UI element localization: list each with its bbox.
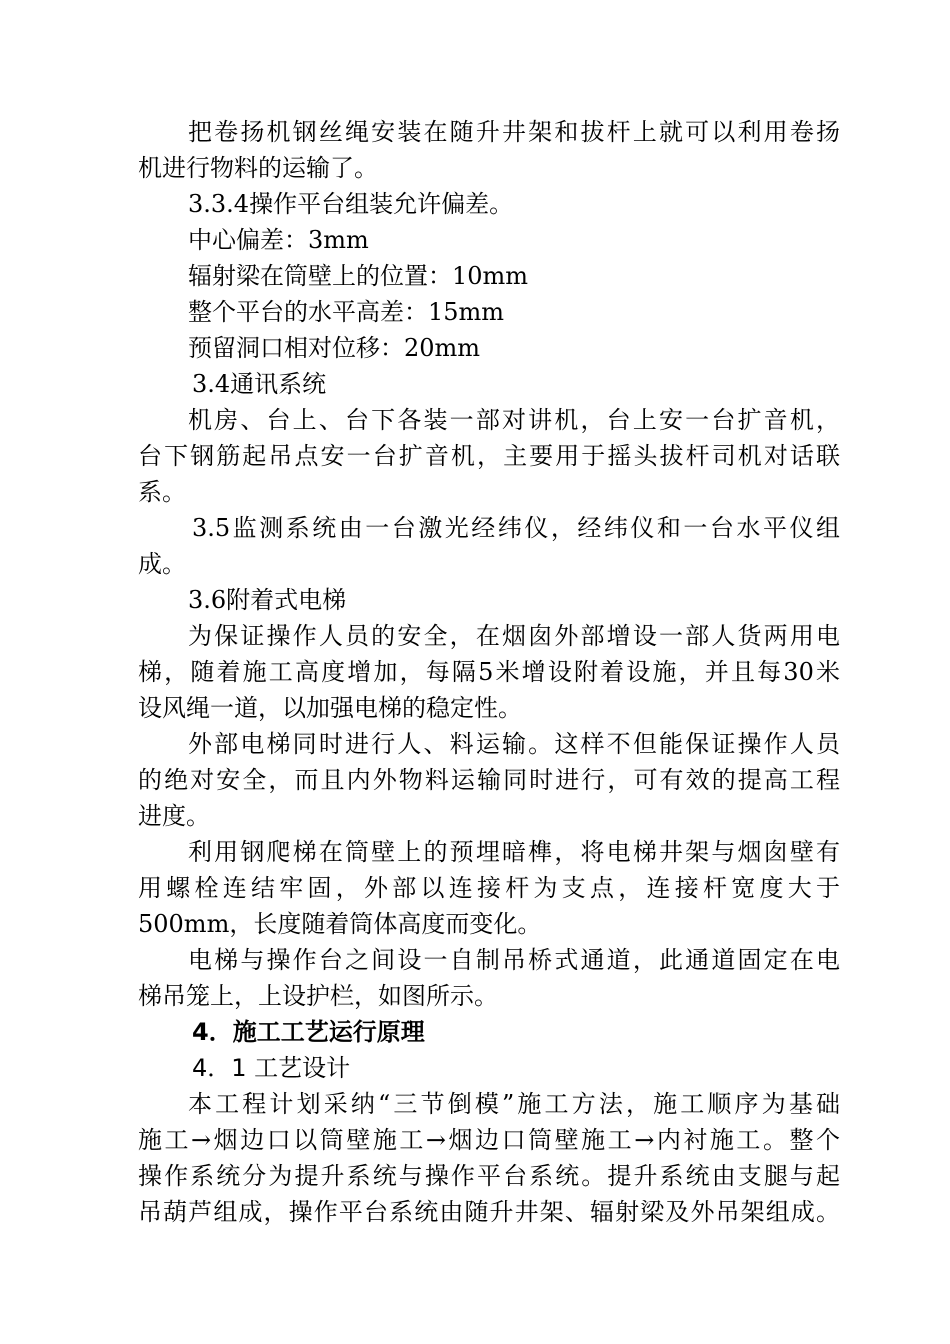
paragraph-line: 施工→烟边口以筒壁施工→烟边口筒壁施工→内衬施工。整个 [138,1126,840,1154]
paragraph-line: 吊葫芦组成，操作平台系统由随升井架、辐射梁及外吊架组成。 [138,1198,840,1226]
paragraph-line: 台下钢筋起吊点安一台扩音机，主要用于摇头拔杆司机对话联 [138,442,840,470]
paragraph-line: 梯，随着施工高度增加，每隔5米增设附着设施，并且每30米 [138,658,840,686]
paragraph-line: 进度。 [138,802,210,830]
paragraph-line: 本工程计划采纳“三节倒模”施工方法，施工顺序为基础 [188,1090,840,1118]
paragraph-line: 为保证操作人员的安全，在烟囱外部增设一部人货两用电 [188,622,840,650]
paragraph-line: 机房、台上、台下各装一部对讲机，台上安一台扩音机， [188,406,840,434]
paragraph-line: 外部电梯同时进行人、料运输。这样不但能保证操作人员 [188,730,840,758]
list-item: 辐射梁在筒壁上的位置：10mm [188,262,529,290]
paragraph-line: 梯吊笼上，上设护栏，如图所示。 [138,982,498,1010]
paragraph-line: 用螺栓连结牢固，外部以连接杆为支点，连接杆宽度大于 [138,874,840,902]
paragraph-line: 电梯与操作台之间设一自制吊桥式通道，此通道固定在电 [188,946,840,974]
section-heading-3-5: 3.5监测系统由一台激光经纬仪，经纬仪和一台水平仪组 [192,514,840,542]
section-heading-4: 4．施工工艺运行原理 [192,1018,425,1046]
section-heading-3-4: 3.4通讯系统 [192,370,327,398]
section-heading-4-1: 4．1 工艺设计 [192,1054,351,1082]
paragraph-line: 设风绳一道，以加强电梯的稳定性。 [138,694,522,722]
section-heading-3-6: 3.6附着式电梯 [188,586,347,614]
paragraph-line: 操作系统分为提升系统与操作平台系统。提升系统由支腿与起 [138,1162,840,1190]
list-item: 预留洞口相对位移：20mm [188,334,481,362]
list-item: 整个平台的水平高差：15mm [188,298,505,326]
document-page [138,114,840,1230]
paragraph-line: 机进行物料的运输了。 [138,154,378,182]
list-item: 中心偏差：3mm [188,226,369,254]
paragraph-line: 的绝对安全，而且内外物料运输同时进行，可有效的提高工程 [138,766,840,794]
paragraph-line: 成。 [138,550,186,578]
paragraph-line: 500mm，长度随着筒体高度而变化。 [138,910,542,938]
section-heading-3-3-4: 3.3.4操作平台组装允许偏差。 [188,190,514,218]
paragraph-line: 利用钢爬梯在筒壁上的预埋暗榫，将电梯井架与烟囱壁有 [188,838,840,866]
paragraph-line: 系。 [138,478,186,506]
paragraph-line: 把卷扬机钢丝绳安装在随升井架和拔杆上就可以利用卷扬 [188,118,840,146]
